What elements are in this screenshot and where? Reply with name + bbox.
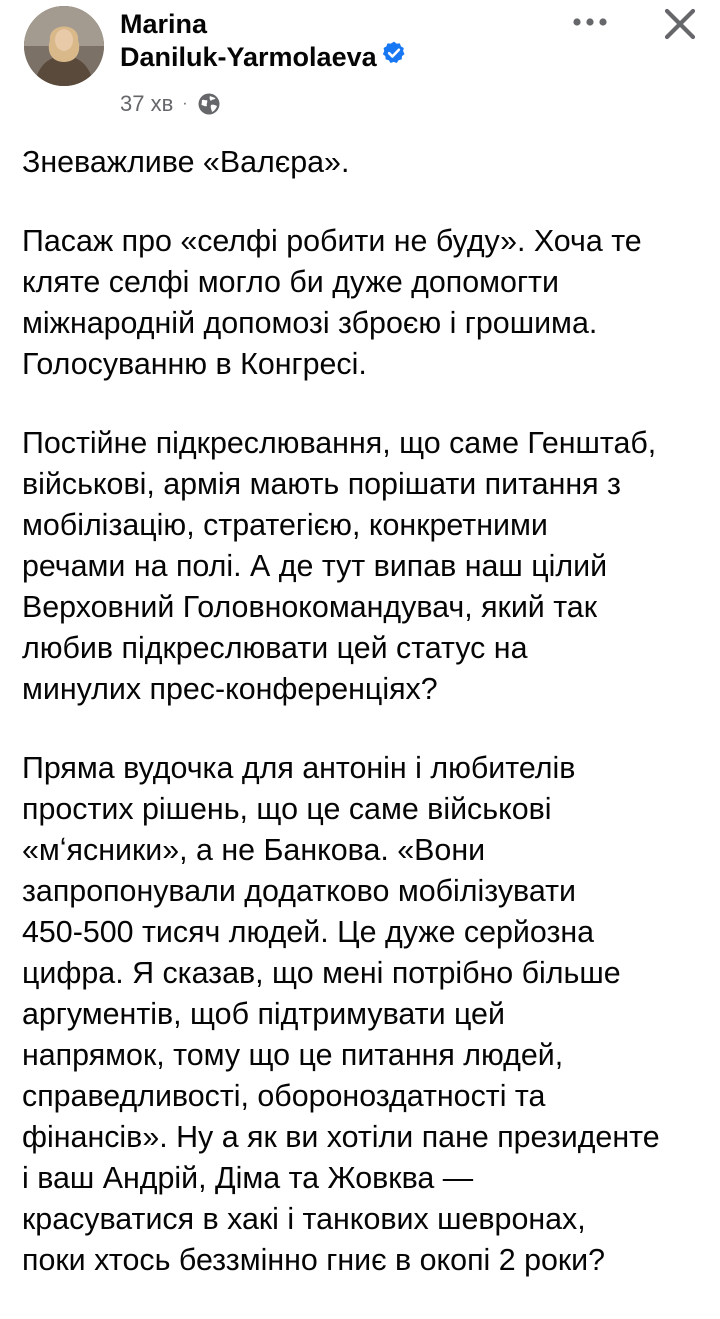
close-post-button[interactable] [660, 4, 700, 44]
post-paragraph: Постійне підкреслювання, що саме Генштаб, військові, армія мають порішати питання з мобілізацію, стратегією, конкретними речами на полі. А де тут випав наш цілий Верховний Головнокомандувач, який так любив підкреслювати цей статус на минулих прес-конференціях? [22, 426, 657, 706]
post-meta [120, 89, 221, 119]
verified-badge-icon [381, 40, 407, 74]
close-icon [663, 7, 697, 41]
post-text [22, 142, 714, 1319]
post-paragraph: Пряма вудочка для антонін і любителів простих рішень, що це саме військові «мʻясники», а не Банкова. «Вони запропонували додатково мобілізувати 450-500 тисяч людей. Це дуже серйозна цифра. Я сказав, що мені потрібно більше аргументів, щоб підтримувати цей напрямок, тому що це питання людей, справедливості, обороноздатності та фінансів». Ну а як ви хотіли пане президенте і ваш Андрій, Діма та Жовква — красуватися в хакі і танкових шевронах, поки хтось беззмінно гниє в окопі 2 роки? [22, 751, 660, 1277]
post-time[interactable]: 37 хв [120, 91, 174, 116]
meta-separator: · [182, 95, 188, 112]
author-name[interactable] [120, 8, 540, 76]
post-paragraph: Зневажливе «Валєра». [22, 145, 350, 179]
globe-icon [197, 92, 221, 116]
avatar-photo [24, 6, 104, 86]
post-paragraph: Пасаж про «селфі робити не буду». Хоча те кляте селфі могло би дуже допомогти міжнародній допомозі зброєю і грошима. Голосуванню в Конгресі. [22, 224, 642, 381]
avatar[interactable] [24, 6, 104, 86]
more-options-button[interactable] [566, 6, 614, 38]
more-horizontal-icon [572, 17, 608, 27]
author-name-text: Marina Daniluk-Yarmolaeva [120, 9, 377, 72]
